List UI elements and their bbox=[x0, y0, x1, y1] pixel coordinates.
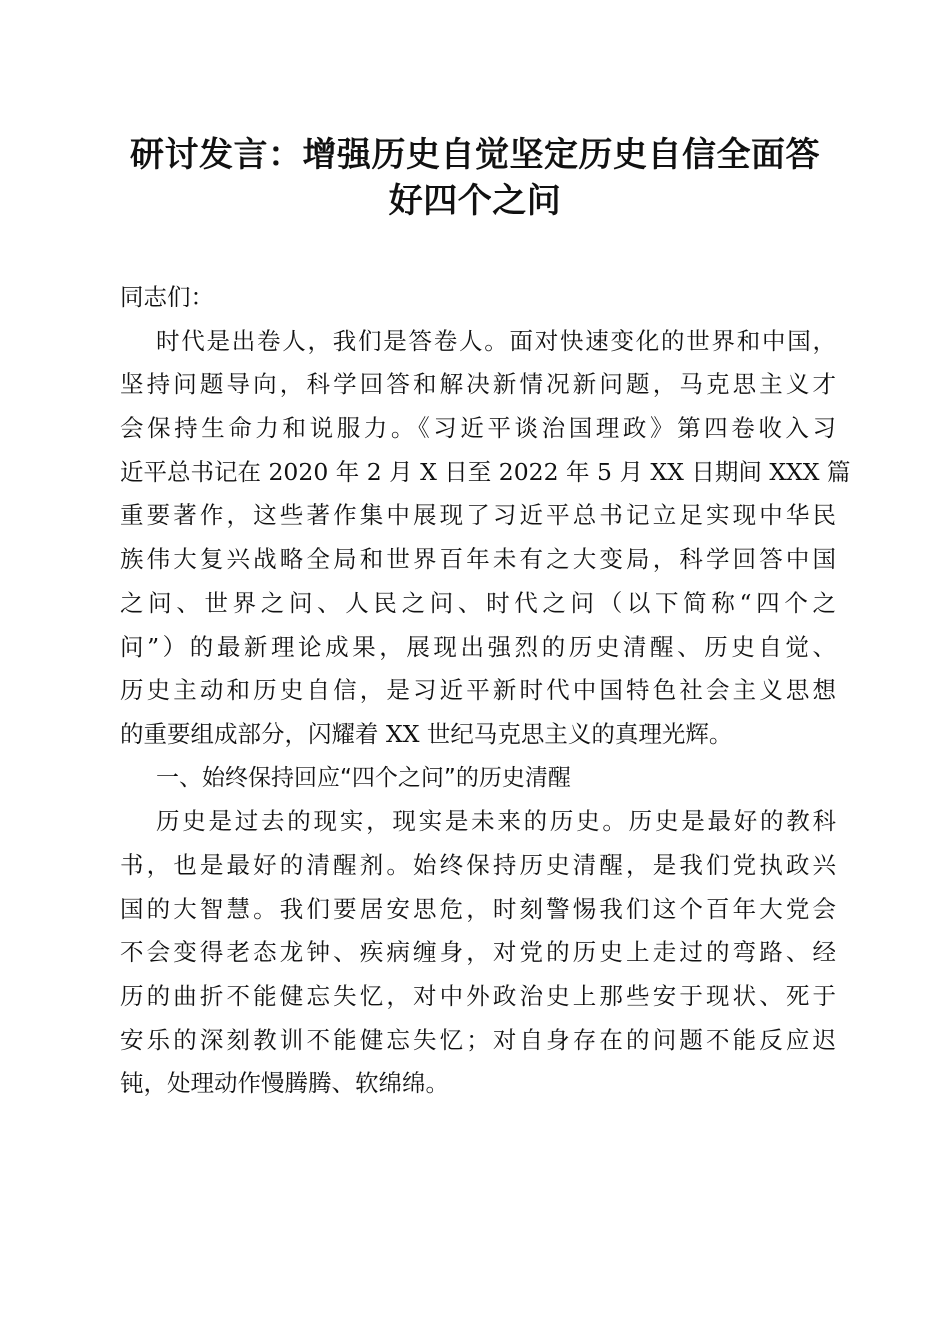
document-body bbox=[120, 276, 851, 1106]
paragraph-line: 历的曲折不能健忘失忆，对中外政治史上那些安于现状、死于 bbox=[120, 982, 836, 1010]
paragraph-line: 钝，处理动作慢腾腾、软绵绵。 bbox=[120, 1069, 449, 1098]
paragraph-line: 之问、世界之问、人民之问、时代之问（以下简称“四个之 bbox=[120, 588, 836, 617]
paragraph-line: 重要著作，这些著作集中展现了习近平总书记立足实现中华民 bbox=[120, 501, 836, 530]
paragraph-line: 安乐的深刻教训不能健忘失忆；对自身存在的问题不能反应迟 bbox=[120, 1025, 836, 1054]
section-heading: 一、始终保持回应“四个之问”的历史清醒 bbox=[156, 764, 571, 791]
paragraph-line: 问”）的最新理论成果，展现出强烈的历史清醒、历史自觉、 bbox=[120, 632, 836, 661]
salutation: 同志们： bbox=[120, 283, 214, 311]
paragraph-line: 近平总书记在 2020 年 2 月 X 日至 2022 年 5 月 XX 日期间 XXX 篇 bbox=[120, 457, 851, 486]
paragraph-line: 不会变得老态龙钟、疾病缠身，对党的历史上走过的弯路、经 bbox=[120, 938, 836, 967]
paragraph-line: 族伟大复兴战略全局和世界百年未有之大变局，科学回答中国 bbox=[120, 545, 836, 574]
paragraph-line: 会保持生命力和说服力。《习近平谈治国理政》第四卷收入习 bbox=[120, 414, 836, 443]
paragraph-intro bbox=[120, 320, 851, 757]
title-line: 研讨发言：增强历史自觉坚定历史自信全面答 bbox=[130, 135, 820, 175]
paragraph-line: 坚持问题导向，科学回答和解决新情况新问题，马克思主义才 bbox=[120, 370, 836, 399]
document-title bbox=[100, 132, 850, 224]
paragraph-line: 国的大智慧。我们要居安思危，时刻警惕我们这个百年大党会 bbox=[120, 894, 836, 923]
title-line: 好四个之问 bbox=[388, 181, 562, 221]
paragraph-section-one bbox=[120, 800, 836, 1106]
paragraph-line: 的重要组成部分，闪耀着 XX 世纪马克思主义的真理光辉。 bbox=[120, 719, 733, 748]
paragraph-line: 时代是出卷人，我们是答卷人。面对快速变化的世界和中国， bbox=[156, 326, 836, 355]
paragraph-line: 历史是过去的现实，现实是未来的历史。历史是最好的教科 bbox=[156, 807, 836, 836]
paragraph-line: 历史主动和历史自信，是习近平新时代中国特色社会主义思想 bbox=[120, 676, 836, 705]
paragraph-line: 书，也是最好的清醒剂。始终保持历史清醒，是我们党执政兴 bbox=[120, 850, 836, 879]
